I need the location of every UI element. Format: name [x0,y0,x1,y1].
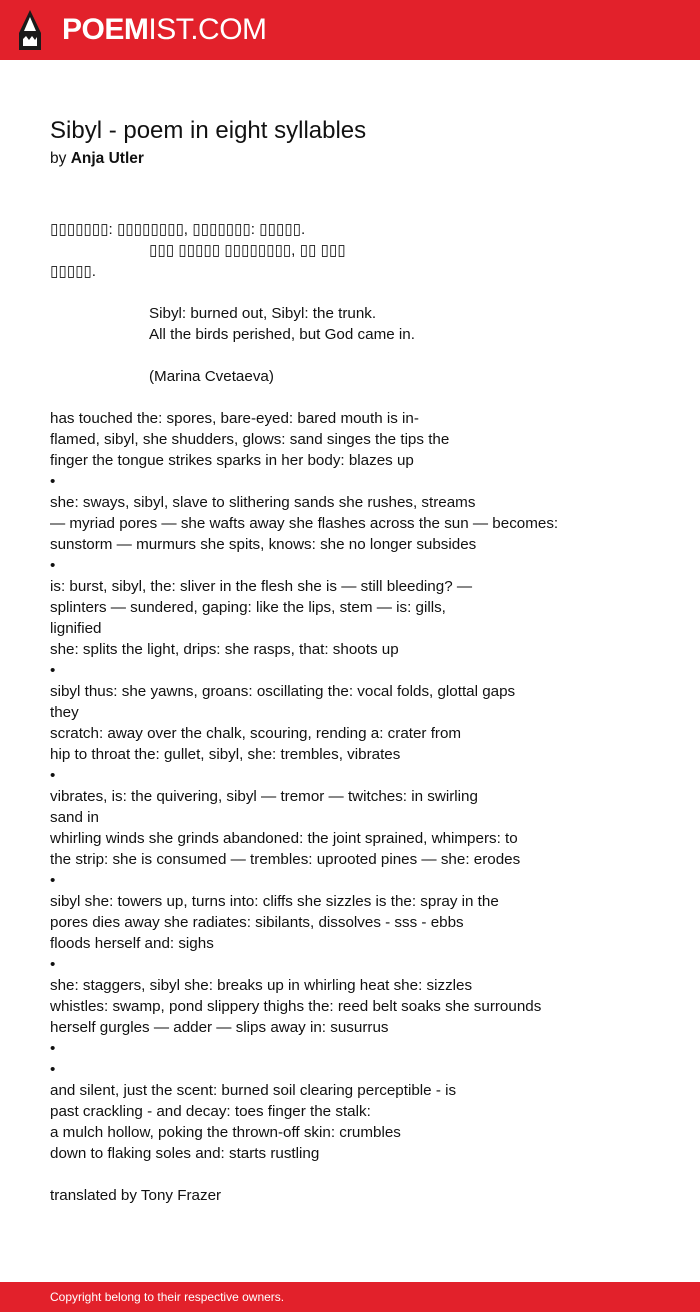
poem-line: past crackling - and decay: toes finger the stalk: [50,1103,371,1120]
poem-line: she: sways, sibyl, slave to slithering sands she rushes, streams [50,494,476,511]
poem-line: herself gurgles — adder — slips away in: susurrus [50,1019,389,1036]
poem-line: — myriad pores — she wafts away she flashes across the sun — becomes: [50,515,559,532]
poem-line: she: splits the light, drips: she rasps, that: shoots up [50,641,399,658]
pen-nib-icon[interactable] [18,9,42,51]
poem-line: splinters — sundered, gaping: like the lips, stem — is: gills, [50,599,446,616]
stanza-separator: • [50,1061,56,1078]
poem-line: whistles: swamp, pond slippery thighs the: reed belt soaks she surrounds [50,998,542,1015]
poem-line [50,282,670,303]
poem-line: ▯▯▯ ▯▯▯▯▯ ▯▯▯▯▯▯▯▯, ▯▯ ▯▯▯ [149,242,346,259]
poem-line: finger the tongue strikes sparks in her body: blazes up [50,452,414,469]
copyright-text: Copyright belong to their respective owners. [50,1290,285,1304]
stanza-separator: • [50,557,56,574]
poem-line: hip to throat the: gullet, sibyl, she: trembles, vibrates [50,746,401,763]
poem-line: and silent, just the scent: burned soil clearing perceptible - is [50,1082,457,1099]
poem-body [50,219,670,1206]
poem-line [50,345,670,366]
stanza-separator: • [50,473,56,490]
poem-line: whirling winds she grinds abandoned: the joint sprained, whimpers: to [50,830,518,847]
site-footer [0,1282,700,1312]
poem-line [50,387,670,408]
stanza-separator: • [50,1040,56,1057]
author-name: Anja Utler [70,150,144,167]
poem-line: scratch: away over the chalk, scouring, rending a: crater from [50,725,462,742]
poem-line: translated by Tony Frazer [50,1187,222,1204]
poem-line: flamed, sibyl, she shudders, glows: sand singes the tips the [50,431,450,448]
stanza-separator: • [50,662,56,679]
poem-line: sunstorm — murmurs she spits, knows: she no longer subsides [50,536,477,553]
poem-line: lignified [50,620,102,637]
poem-line: is: burst, sibyl, the: sliver in the flesh she is — still bleeding? — [50,578,473,595]
poem-line: (Marina Cvetaeva) [149,368,274,385]
poem-line: a mulch hollow, poking the thrown-off skin: crumbles [50,1124,401,1141]
brand-light-text: IST.COM [148,13,267,46]
site-header [0,0,700,60]
stanza-separator: • [50,956,56,973]
poem-title: Sibyl - poem in eight syllables [50,117,367,144]
poem-line: she: staggers, sibyl she: breaks up in whirling heat she: sizzles [50,977,473,994]
poem-line: sand in [50,809,99,826]
poem-line: ▯▯▯▯▯. [50,263,97,280]
poem-line: pores dies away she radiates: sibilants, dissolves - sss - ebbs [50,914,464,931]
poem-line: the strip: she is consumed — trembles: uprooted pines — she: erodes [50,851,521,868]
site-logo-text[interactable] [62,11,267,49]
poem-line: has touched the: spores, bare-eyed: bared mouth is in- [50,410,419,427]
stanza-separator: • [50,767,56,784]
poem-line: floods herself and: sighs [50,935,214,952]
poem-line: Sibyl: burned out, Sibyl: the trunk. [149,305,377,322]
by-label: by [50,150,67,167]
poem-line: sibyl she: towers up, turns into: cliffs she sizzles is the: spray in the [50,893,499,910]
poem-line: down to flaking soles and: starts rustling [50,1145,320,1162]
poem-line: ▯▯▯▯▯▯▯: ▯▯▯▯▯▯▯▯, ▯▯▯▯▯▯▯: ▯▯▯▯▯. [50,221,306,238]
poem-line [50,1164,670,1185]
poem-line: vibrates, is: the quivering, sibyl — tremor — twitches: in swirling [50,788,478,805]
poem-line: they [50,704,79,721]
stanza-separator: • [50,872,56,889]
brand-bold-text: POEM [62,13,149,46]
poem-line: sibyl thus: she yawns, groans: oscillating the: vocal folds, glottal gaps [50,683,516,700]
poem-byline [50,149,144,169]
poem-line: All the birds perished, but God came in. [149,326,415,343]
